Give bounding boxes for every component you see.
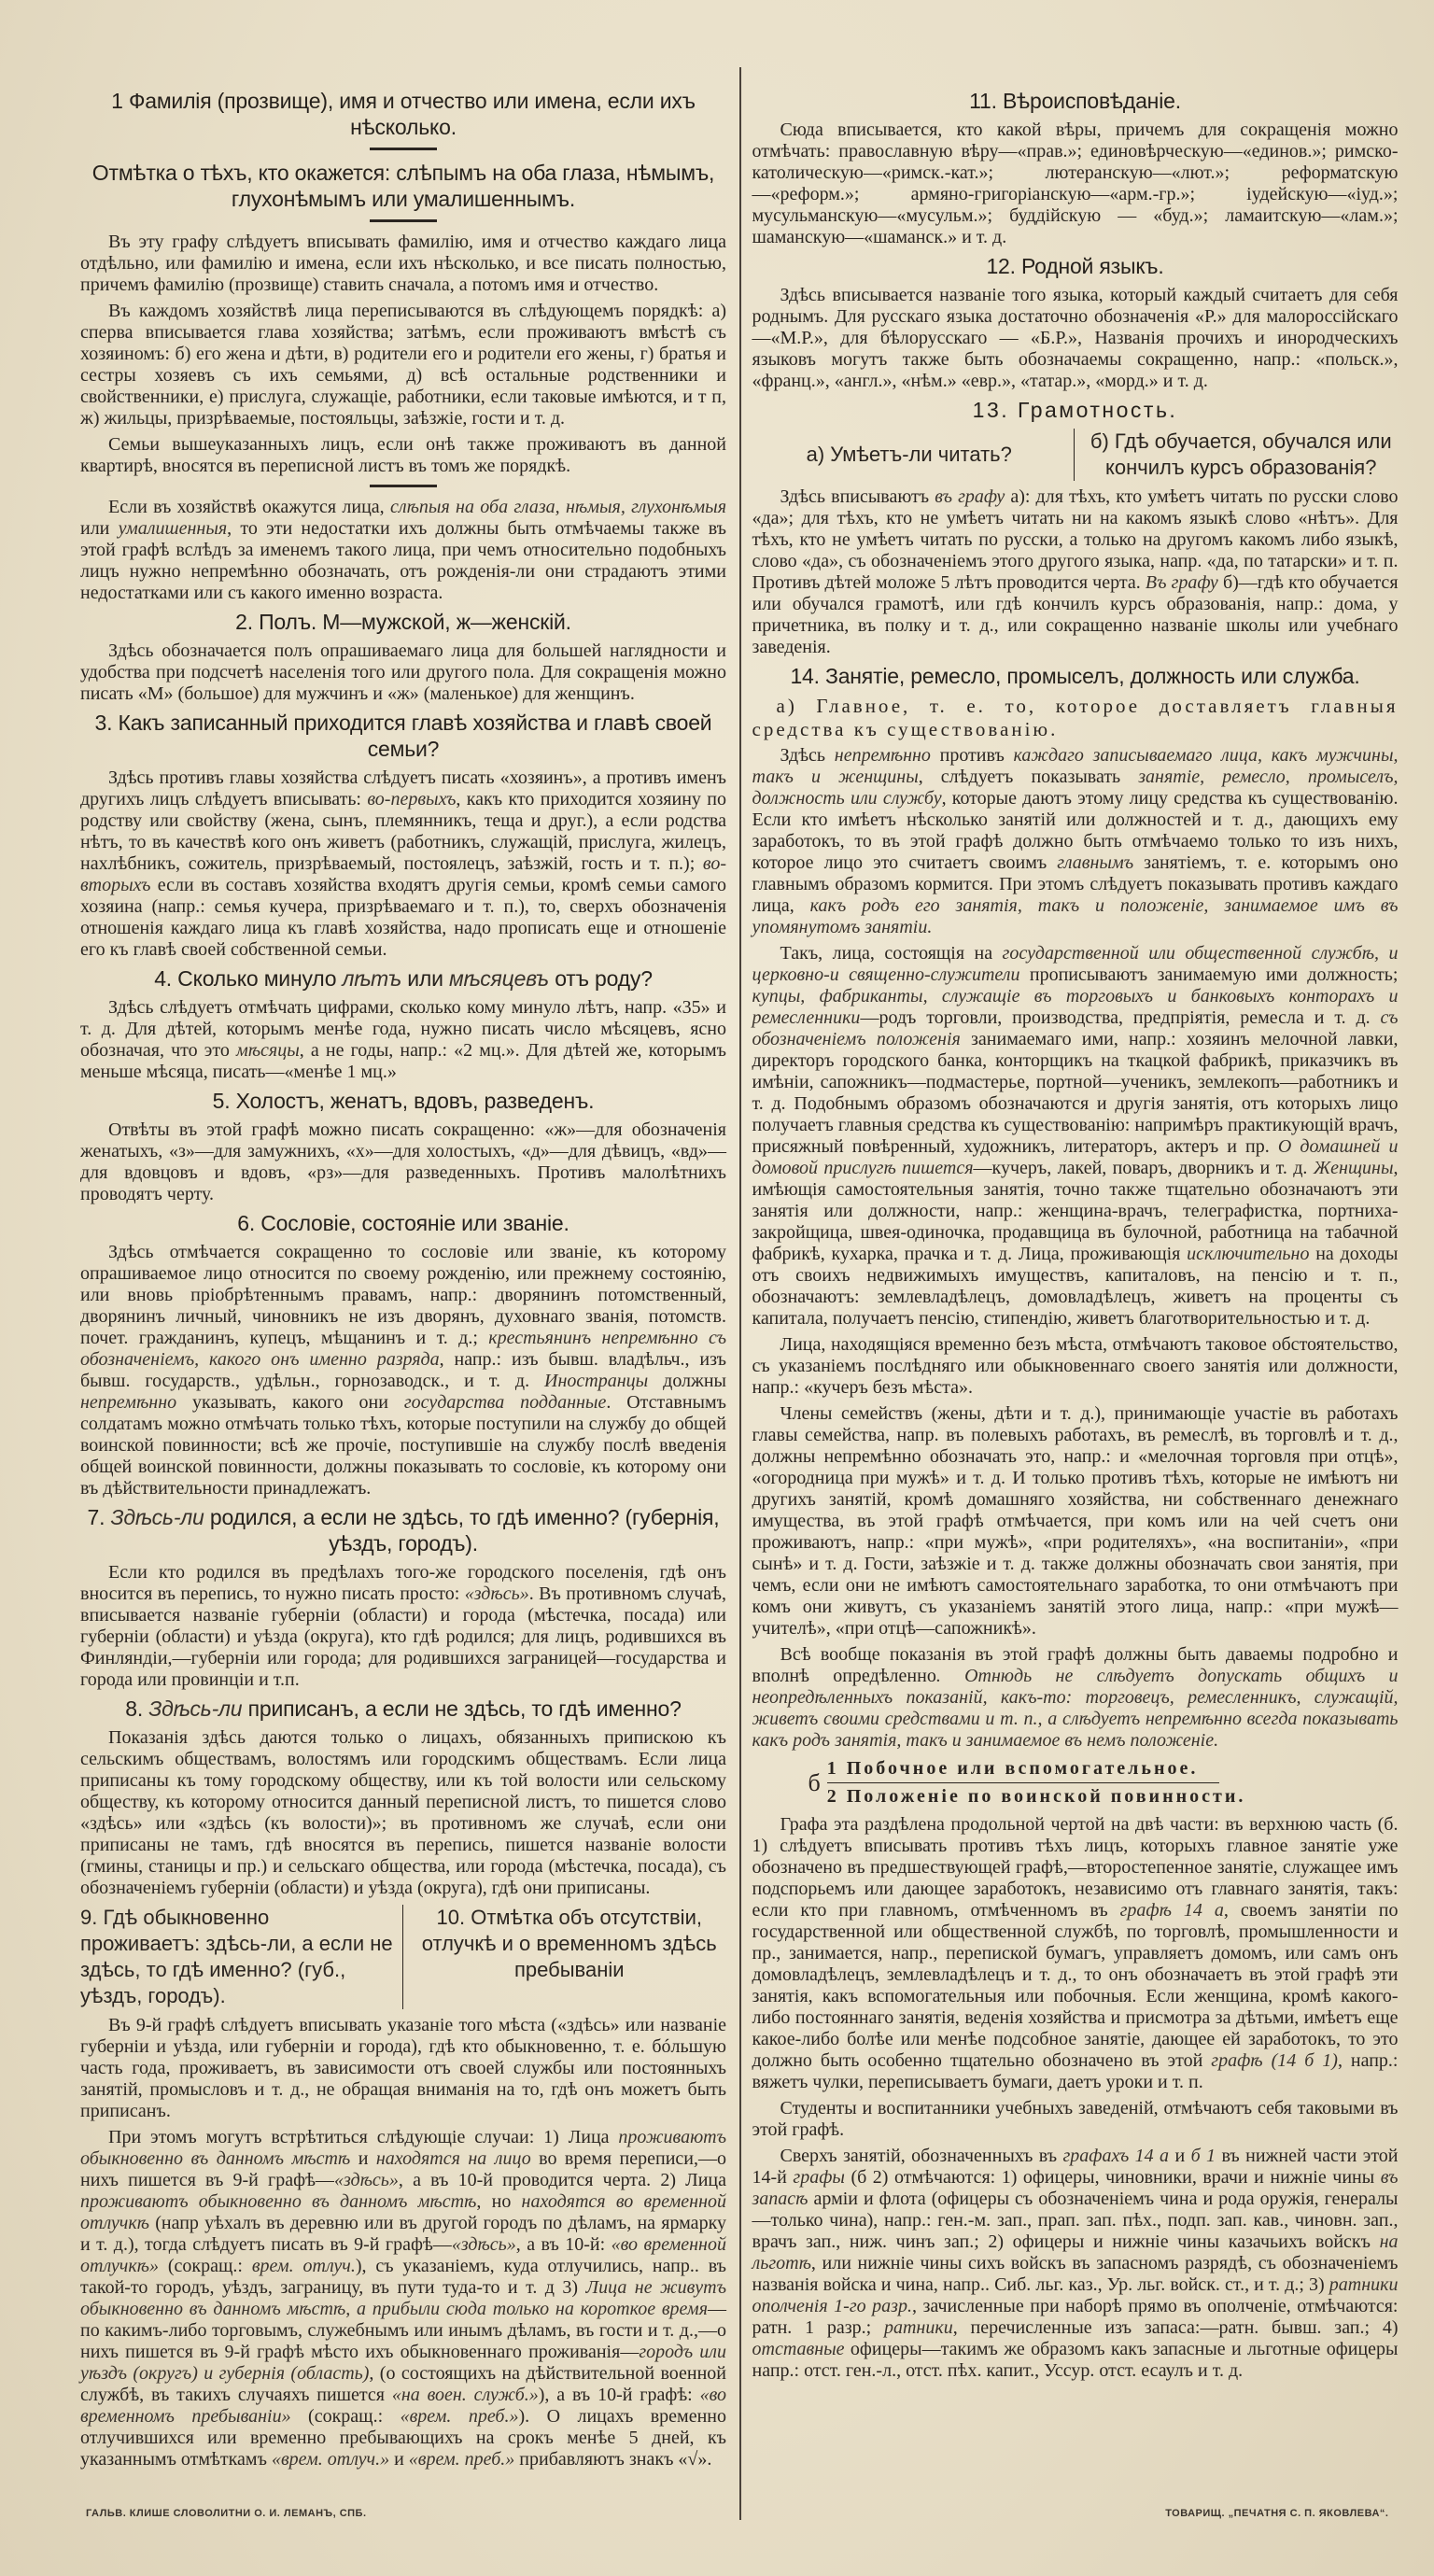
paragraph (752, 486, 1399, 658)
column-divider (739, 67, 741, 2520)
paragraph: Здѣсь обозначается полъ опрашиваемаго лица для большей наглядности и удобства при подсчетѣ населенія того или другого пола. Для сокращенія можно писать «М» (большое) для мужчинъ и «ж» (маленькое) для женщинъ. (80, 640, 726, 704)
paragraph: Студенты и воспитанники учебныхъ заведеній, отмѣчаютъ себя таковыми въ этой графѣ. (752, 2098, 1399, 2140)
text-run: , какъ кто приходится хозяину по родству или свойству (жена, сынъ, племянникъ, теща и друг.), а если родства нѣтъ, то въ качествѣ кого онъ живетъ (работникъ, служащій, прислуга, жилецъ, нахлѣбникъ, сожитель, призрѣваемый, постоялецъ, заѣзжій, гость и т. п.); (80, 789, 727, 874)
text-run: , а въ 10-й: (515, 2234, 612, 2255)
emphasis-text: Иностранцы (544, 1371, 649, 1391)
text-run: Графа эта раздѣлена продольной чертой на двѣ части: въ верхнюю часть (б. 1) слѣдуетъ вписывать противъ тѣхъ лицъ, которыхъ главное занятіе уже обозначено въ предшествующей графѣ,—второстепенное занятіе, служащее имъ подспорьемъ или дающее заработокъ, независимо отъ главнаго занятія, такъ: если кто при главномъ, отмѣченномъ въ (752, 1814, 1399, 1921)
emphasis-text: . Отнюдь не слѣдуетъ допускать общихъ и неопредѣленныхъ показаній, какъ-то: торговецъ, ремесленникъ, служащій, живетъ своими средствами и т. п., а слѣдуетъ непремѣнно всегда показывать какъ родъ занятія, такъ и занимаемое въ немъ положеніе. (752, 1666, 1399, 1751)
subsection-heading: а) Главное, т. е. то, которое доставляетъ главныя средства къ существованію. (752, 695, 1399, 740)
section-heading: 2. Полъ. М—мужской, ж—женскій. (235, 610, 571, 634)
emphasis-text: «во временной отлучкѣ» (80, 2234, 726, 2276)
left-column (80, 84, 726, 2520)
subsection-lines (827, 1757, 1246, 1809)
section-heading: Отмѣтка о тѣхъ, кто окажется: слѣпымъ на оба глаза, нѣмымъ, глухонѣмымъ или умалишеннымъ. (91, 161, 715, 211)
paragraph: Въ эту графу слѣдуетъ вписывать фамилію, имя и отчество каждаго лица отдѣльно, или фамилію и имена, если ихъ нѣсколько, и все писать полностью, причемъ фамилію (прозвище) ставить сначала, а потомъ имя и отчество. (80, 232, 726, 295)
text-run: противъ (930, 745, 1014, 766)
text-run: прописываютъ занимаемую ими должность; (1019, 964, 1399, 985)
text-run: офицеры—такимъ же образомъ какъ запасные и льготные офицеры напр.: отст. ген.-л., отст. пѣх. капит., Уссур. отст. есаулъ и т. д. (752, 2339, 1399, 2381)
subsection-line-2: 2 Положеніе по воинской повинности. (826, 1786, 1246, 1807)
split-heading-right: б) Гдѣ обучается, обучался или кончилъ курсъ образованія? (1090, 429, 1392, 479)
right-column-body (752, 84, 1399, 2475)
emphasis-text: «здѣсь» (464, 1584, 529, 1604)
section-heading: 1 Фамилія (прозвище), имя и отчество или имена, если ихъ нѣсколько. (111, 89, 696, 139)
text-run: , своемъ занятіи по государственной или общественной службѣ, по торговлѣ, промышленности и пр., занимается, напр., перепиской бумагъ, управляетъ домомъ, или самъ онъ домовладѣлецъ, землевладѣлецъ и т. д., то онъ обозначаетъ въ этой графѣ эти занятія, какъ вспомогательныя или побочныя. Если женщина, кромѣ какого-либо постояннаго занятія, веденія хозяйства и присмотра за дѣтьми, имѣетъ еще какое-либо болѣе или менѣе подсобное занятіе, дающее ей заработокъ, то это должно быть особенно тщательно обозначено въ этой (752, 1900, 1399, 2071)
text-run: Сверхъ занятій, обозначенныхъ въ (780, 2146, 1063, 2166)
section-rule (370, 219, 437, 222)
text-run: , а не годы, напр.: «2 мц.». Для дѣтей же, которымъ меньше мѣсяца, писать—«менѣе 1 мц.» (80, 1040, 727, 1082)
emphasis-text: Лица не живутъ обыкновенно въ данномъ мѣстѣ, а прибыли сюда только на короткое время (80, 2277, 727, 2319)
text-run: Здѣсь слѣдуетъ отмѣчать цифрами, сколько кому минуло лѣтъ, напр. «35» и т. д. Для дѣтей, которымъ менѣе года, нужно писать число мѣсяцевъ, ясно обозначая, что это (80, 997, 726, 1061)
emphasis-text: мѣсяцевъ (448, 966, 550, 991)
section-heading: 13. Грамотность. (972, 398, 1178, 422)
text-run: , которые даютъ этому лицу средства къ существованію. Если кто имѣетъ нѣсколько занятій или должностей и т. д., дающихъ ему заработокъ, то въ этой графѣ должно быть отмѣчаемо только то изъ нихъ, которое лицо это считаетъ своимъ (752, 788, 1399, 873)
text-run: и (389, 2449, 409, 2470)
emphasis-text: главнымъ (1057, 852, 1134, 873)
emphasis-text: «врем. отлуч.» (271, 2449, 390, 2470)
text-run: и (350, 2148, 376, 2169)
text-run: 7. (87, 1505, 111, 1529)
paragraph (752, 2146, 1399, 2382)
emphasis-text: непремѣнно (834, 745, 931, 766)
text-run: . Отставнымъ солдатамъ можно отмѣчать только тѣхъ, которые поступили на службу до общей воинской повинности; всѣ же прочіе, поступившіе на службу послѣ введенія общей воинской повинности, должны показывать то сословіе, къ которому они въ дѣйствительности принадлежатъ. (80, 1392, 726, 1499)
text-run: ), а въ 10-й графѣ: (538, 2385, 700, 2405)
emphasis-text: «на воен. служб.» (391, 2385, 539, 2405)
text-run: Здѣсь противъ главы хозяйства слѣдуетъ писать «хозяинъ», а противъ именъ другихъ лицъ слѣдуетъ вписывать: (80, 767, 726, 809)
text-run: или (401, 966, 449, 991)
paragraph (80, 497, 726, 604)
split-heading-left: а) Умѣетъ-ли читать? (752, 429, 1076, 481)
text-run: въ нижней части этой 14-й (752, 2146, 1399, 2188)
emphasis-text: графѣ 14 а (1119, 1900, 1224, 1921)
emphasis-text: находятся на лицо (375, 2148, 531, 2169)
emphasis-text: исключительно (1187, 1244, 1310, 1264)
text-run: прибавляютъ знакъ «√». (514, 2449, 712, 2470)
paragraph (80, 1242, 726, 1499)
split-heading-right: 10. Отмѣтка объ отсутствіи, отлучкѣ и о временномъ здѣсь пребываніи (421, 1906, 717, 1981)
emphasis-text: государственной или общественной службѣ, и церковно-и священно-служители (752, 943, 1399, 985)
text-run: Если кто родился въ предѣлахъ того-же городского поселенія, гдѣ онъ вносится въ перепись, то нужно писать просто: (80, 1562, 726, 1604)
emphasis-text: съ обозначеніемъ положенія (752, 1007, 1399, 1049)
text-run: Всѣ вообще показанія въ этой графѣ должны быть даваемы подробно и вполнѣ опредѣленно (752, 1644, 1399, 1686)
section-rule (370, 485, 437, 487)
text-run: на доходы отъ своихъ недвижимыхъ имуществъ, капиталовъ, на пенсію и т. п., обозначаютъ: землевладѣлецъ, домовладѣлецъ, живетъ на проценты съ капитала, получаетъ пенсію, стипендію, живетъ благотворительностью и т. д. (752, 1244, 1399, 1329)
text-run: или (80, 518, 119, 539)
paragraph: Здѣсь вписывается названіе того языка, который каждый считаетъ для себя роднымъ. Для русскаго языка достаточно обозначенія «Р.» для малороссійскаго—«М.Р.», для бѣлорусскаго — «Б.Р.», Названія прочихъ и инородческихъ языковъ могутъ также быть обозначаемы сокращенно, напр.: «польск.», «франц.», «англ.», «нѣм.» «евр.», «татар.», «морд.» и т. д. (752, 285, 1399, 391)
emphasis-text: «здѣсь» (333, 2170, 399, 2190)
emphasis-text: графахъ 14 а (1062, 2146, 1170, 2166)
text-run: Здѣсь вписываютъ (780, 486, 935, 507)
paragraph: Въ каждомъ хозяйствѣ лица переписываются въ слѣдующемъ порядкѣ: а) сперва вписывается глава хозяйства; затѣмъ, если проживаютъ вмѣстѣ съ хозяиномъ: б) его жена и дѣти, в) родители его и родители его жены, г) братья и сестры хозяевъ съ ихъ семьями, д) всѣ остальные родственники и свойственники, е) прислуга, служащіе, работники, если таковые имѣются, и т п, ж) жильцы, призрѣваемые, постояльцы, заѣзжіе, гости и т. д. (80, 301, 726, 429)
text-run: во время переписи,—о нихъ пишется въ 9-й графѣ— (80, 2148, 726, 2190)
subsection-letter: б (808, 1769, 823, 1796)
paragraph: Семьи вышеуказанныхъ лицъ, если онѣ также проживаютъ въ данной квартирѣ, вносятся въ переписной листъ въ томъ же порядкѣ. (80, 434, 726, 476)
text-run: (сокращ.: (290, 2406, 401, 2427)
section-heading: 12. Родной языкъ. (986, 254, 1164, 278)
text-run: , или нижніе чины сихъ войскъ въ запасномъ разрядѣ, съ обозначеніемъ названія войска и чина, напр.. Сиб. льг. каз., Ур. льг. войск. ст., и т. д.; 3) (752, 2253, 1399, 2295)
paragraph (752, 1644, 1399, 1752)
left-column-body (80, 84, 726, 2475)
section-rule (370, 148, 437, 150)
text-run: занимаемаго ими, напр.: хозяинъ мелочной лавки, директоръ городского банка, конторщикъ на ткацкой фабрикѣ, приказчикъ въ имѣніи, сапожникъ—подмастерье, портной—ученикъ, землекопъ—работникъ и т. д. Подобнымъ образомъ обозначаются и другія занятія, отъ которыхъ лицо получаетъ главныя средства къ существованію: напримѣръ практикующій врачъ, присяжный повѣренный, художникъ, литераторъ, актеръ и пр. (752, 1029, 1399, 1157)
section-heading (80, 965, 726, 992)
text-run: 4. Сколько минуло (154, 966, 343, 991)
emphasis-text: графы (793, 2167, 845, 2188)
paragraph (80, 2127, 726, 2470)
text-run: Здѣсь (780, 745, 835, 766)
section-heading (80, 1696, 726, 1722)
emphasis-text: городъ или уѣздъ (округъ) и губернія (область) (80, 2342, 726, 2384)
text-run: б)—гдѣ кто обучается или обучался грамотѣ, или гдѣ кончилъ курсъ образованія, напр.: дома, у причетника, въ полку и т. д., или сокращенно названіе школы или учебнаго заведенія. (752, 572, 1399, 657)
paragraph (80, 1562, 726, 1691)
text-run: ), съ указаніемъ, куда отлучились, напр.. въ такой-то городъ, уѣздъ, заграницу, въ пути туда-то и т. д 3) (80, 2256, 726, 2298)
text-run: Если въ хозяйствѣ окажутся лица, (108, 497, 390, 517)
right-column (752, 84, 1399, 2520)
emphasis-text: проживаютъ обыкновенно въ данномъ мѣстѣ (80, 2127, 726, 2169)
emphasis-text: ратники (883, 2317, 953, 2338)
emphasis-text: «во временномъ пребываніи» (80, 2385, 726, 2427)
text-run: При этомъ могутъ встрѣтиться слѣдующіе случаи: 1) Лица (108, 2127, 619, 2147)
text-run: ). О лицахъ временно отлучившихся или временно пребывающихъ на срокъ менѣе 5 дней, къ указаннымъ отмѣткамъ (80, 2406, 726, 2470)
text-run: если въ составъ хозяйства входятъ другія семьи, кромѣ семьи самого хозяина (напр.: семья кучера, призрѣваемаго и т. п.), то, сверхъ обозначенія отношенія каждаго лица къ главѣ хозяйства, надо прописать еще и отношеніе его къ главѣ своей собственной семьи. (80, 875, 726, 960)
emphasis-text: «здѣсь» (451, 2234, 516, 2255)
text-run: а): для тѣхъ, кто умѣетъ читать по русски слово «да»; для тѣхъ, кто не умѣетъ читать ни на какомъ языкѣ слово «нѣтъ». Для тѣхъ, кто не умѣетъ читать по русски, а только на другомъ какомъ либо языкѣ, слово «да», съ обозначеніемъ этого другого языка, напр. «да, по татарски» и т. п. Противъ дѣтей моложе 5 лѣтъ проводится черта. (752, 486, 1399, 593)
emphasis-text: б 1 (1190, 2146, 1216, 2166)
section-heading: 14. Занятіе, ремесло, промыселъ, должность или служба. (790, 664, 1360, 688)
text-run: (б 2) отмѣчаются: 1) офицеры, чиновники, врачи и нижніе чины (844, 2167, 1381, 2188)
text-run: 8. (125, 1696, 149, 1721)
emphasis-text: находятся во временной отлучкѣ (80, 2191, 726, 2233)
subsection-line-1: 1 Побочное или вспомогательное. (827, 1757, 1219, 1783)
printer-imprint-left: ГАЛЬВ. КЛИШЕ СЛОВОЛИТНИ О. И. ЛЕМАНЪ, СПБ. (86, 2508, 367, 2519)
section-heading: 11. Вѣроисповѣданіе. (969, 89, 1181, 113)
section-heading: 6. Сословіе, состояніе или званіе. (237, 1211, 569, 1235)
emphasis-text: лѣтъ (342, 966, 402, 991)
text-run: , но (476, 2191, 522, 2212)
text-run: должны (648, 1371, 726, 1391)
text-run: арміи и флота (офицеры съ обозначеніемъ чина и рода оружія, генералы—только чина), напр.: ген.-м. зап., прап. зап. пѣх., подп. зап. кав., чиновн. зап., врачъ зап., ниж. чинъ зап.; 2) офицеры и нижніе чины казачьихъ войскъ (752, 2189, 1399, 2252)
text-run: родился, а если не здѣсь, то гдѣ именно? (губернія, уѣздъ, городъ). (204, 1505, 720, 1555)
paragraph: Лица, находящіяся временно безъ мѣста, отмѣчаютъ таковое обстоятельство, съ указаніемъ послѣдняго или обыкновеннаго своего занятія или должности, напр.: «кучеръ безъ мѣста». (752, 1334, 1399, 1398)
text-run: —по какимъ-либо торговымъ, служебнымъ или инымъ дѣламъ, въ гости и т. д.,—о нихъ пишется въ 9-й графѣ мѣсто ихъ обыкновеннаго проживанія— (80, 2299, 726, 2362)
subsection-b-heading (808, 1757, 1399, 1809)
paragraph: Отвѣты въ этой графѣ можно писать сокращенно: «ж»—для обозначенія женатыхъ, «з»—для замужнихъ, «х»—для холостыхъ, «д»—для дѣвицъ, «вд»—для вдовцовъ и вдовъ, «рз»—для разведенныхъ. Противъ малолѣтнихъ проводятъ черту. (80, 1119, 726, 1204)
emphasis-text: мѣсяцы (235, 1040, 300, 1061)
paragraph: Въ 9-й графѣ слѣдуетъ вписывать указаніе того мѣста («здѣсь» или названіе губерніи и уѣзда, или губерніи и города), гдѣ кто обыкновенно, т. е. бóльшую часть года, проживаетъ, въ зависимости отъ своей службы или постоянныхъ занятій, промысловъ и т. д., не обращая вниманія на то, гдѣ онъ можетъ быть приписанъ. (80, 2015, 726, 2121)
text-run: Здѣсь отмѣчается сокращенно то сословіе или званіе, къ которому опрашиваемое лицо относится по своему рожденію, или прежнему состоянію, или вновь пріобрѣтеннымъ правамъ, напр.: дворянинъ потомственный, дворянинъ личный, чиновникъ не изъ дворянъ, духовнаго званія, потомств. почет. гражданинъ, купецъ, мѣщанинъ и т. д.; (80, 1242, 726, 1348)
emphasis-text: на льготѣ (752, 2231, 1399, 2273)
text-run: занятіемъ, т. е. которымъ оно главнымъ образомъ кормится. При этомъ слѣдуетъ показывать противъ каждаго лица, (752, 852, 1399, 916)
text-run: Такъ, лица, состоящія на (780, 943, 1003, 964)
text-run: . Въ противномъ случаѣ, вписывается названіе губерніи (области) и города (мѣстечка, посада) или губерніи (области) и уѣзда (округа), кто гдѣ родился; для лицъ, родившихся въ Финляндіи,—губерніи или города; для родившихся заграницей—государства и города или провинціи и т.п. (80, 1584, 727, 1690)
split-heading-left: 9. Гдѣ обыкновенно проживаетъ: здѣсь-ли, а если не здѣсь, то гдѣ именно? (губ., уѣздъ, городъ). (80, 1905, 403, 2009)
section-heading: 5. Холостъ, женатъ, вдовъ, разведенъ. (212, 1089, 595, 1113)
emphasis-text: графѣ (14 б 1) (1211, 2050, 1338, 2071)
text-run: , перечисленные изъ запаса:—ратн. бывш. зап.; 4) (952, 2317, 1399, 2338)
emphasis-text: «врем. преб.» (400, 2406, 519, 2427)
emphasis-text: непремѣнно (80, 1392, 177, 1413)
text-run: , напр.: вяжетъ чулки, переписываетъ бумаги, даетъ уроки и т. п. (752, 2050, 1399, 2092)
paragraph: Члены семействъ (жены, дѣти и т. д.), принимающіе участіе въ работахъ главы семейства, напр. въ полевыхъ работахъ, въ ремеслѣ, въ торговлѣ и т. д., должны непремѣнно обозначать это, напр.: и «мелочная торговля при отцѣ», «огородница при мужѣ» и т. д. И только противъ тѣхъ, которые не имѣютъ ни другихъ занятій, кромѣ домашняго хозяйства, ни собственнаго денежнаго имущества, въ этой графѣ отмѣчается, при комъ или на чей счетъ они проживаютъ, напр.: «при мужѣ», «при родителяхъ», «на воспитаніи», «при сынѣ» и т. д. Гости, заѣзжіе и т. д. также должны обозначать свои занятія, при чемъ, если они не имѣютъ самостоятельнаго заработка, то они отмѣчаютъ при комъ они живутъ, съ указаніемъ занятій этого лица, напр.: «при мужѣ—учителѣ», «при отцѣ—сапожникѣ». (752, 1403, 1399, 1639)
text-run: , (о состоящихъ на дѣйствительной военной службѣ, въ такихъ случаяхъ пишется (80, 2363, 727, 2405)
emphasis-text: врем. отлуч. (251, 2256, 356, 2276)
paragraph (80, 767, 726, 961)
text-run: —родъ торговли, производства, предпріятія, ремесла и т. д. (860, 1007, 1381, 1028)
split-heading (80, 1905, 726, 2009)
section-heading: 3. Какъ записанный приходится главѣ хозяйства и главѣ своей семьи? (94, 711, 712, 761)
text-run: —кучеръ, лакей, поваръ, дворникъ и т. д. (973, 1158, 1314, 1178)
emphasis-text: умалишенныя (118, 518, 228, 539)
emphasis-text: въ запасѣ (752, 2167, 1399, 2209)
printer-imprint-right: ТОВАРИЩ. „ПЕЧАТНЯ С. П. ЯКОВЛЕВА“. (1165, 2508, 1389, 2519)
split-heading (752, 429, 1399, 481)
paragraph (80, 997, 726, 1083)
paragraph: Сюда вписывается, кто какой вѣры, причемъ для сокращенія можно отмѣчать: православную вѣру—«прав.»; единовѣрческую—«единов.»; римско-католическую—«римск.-кат.»; лютеранскую—«лют.»; реформатскую—«реформ.»; армяно-григоріанскую—«арм.-гр.»; іудейскую—«іуд.»; мусульманскую—«мусульм.»; буддійскую — «буд.»; ламаитскую—«лам.»; шаманскую—«шаманск.» и т. д. (752, 120, 1399, 247)
emphasis-text: О домашней и домовой прислугѣ пишется (752, 1136, 1399, 1178)
emphasis-text: слѣпыя на оба глаза, нѣмыя, глухонѣмыя (389, 497, 726, 517)
paragraph (752, 745, 1399, 938)
emphasis-text: въ графу (935, 486, 1005, 507)
text-run: (сокращ.: (159, 2256, 252, 2276)
emphasis-text: во-вторыхъ (80, 853, 726, 895)
emphasis-text: проживаютъ обыкновенно въ данномъ мѣстѣ (80, 2191, 477, 2212)
emphasis-text: государства подданные (403, 1392, 607, 1413)
section-heading (80, 1504, 726, 1556)
emphasis-text: отставные (752, 2339, 845, 2359)
text-run: , слѣдуетъ показывать (918, 767, 1139, 787)
emphasis-text: Въ графу (1145, 572, 1218, 593)
emphasis-text: занятіе, ремесло, промыселъ, должность или службу (752, 767, 1399, 809)
emphasis-text: «врем. преб.» (408, 2449, 515, 2470)
text-run: , а въ 10-й проводится черта. 2) Лица (398, 2170, 726, 2190)
emphasis-text: Здѣсь-ли (148, 1696, 243, 1721)
paragraph (752, 943, 1399, 1330)
paragraph: Показанія здѣсь даются только о лицахъ, обязанныхъ припискою къ сельскимъ обществамъ, волостямъ или городскимъ обществамъ. Если лица приписаны къ тому городскому обществу, или къ той волости или сельскому обществу, къ которому относится данный переписной листъ, то пишется слово «здѣсь» или «здѣсь (къ волости)»; въ противномъ же случаѣ, если они приписаны не тамъ, гдѣ вносятся въ перепись, пишется названіе волости (гмины, станицы и пр.) и сельскаго общества, или города (мѣстечка, посада), съ обозначеніемъ губерніи (области) и уѣзда (округа), гдѣ они приписаны. (80, 1727, 726, 1898)
emphasis-text: во-первыхъ (367, 789, 457, 809)
emphasis-text: купцы, фабриканты, служащіе въ торговыхъ и банковыхъ конторахъ и ремесленники (752, 986, 1399, 1028)
text-run: (напр уѣхалъ въ деревню или въ другой городъ по дѣламъ, на ярмарку и т. д.), тогда слѣдуетъ писать въ 9-й графѣ— (80, 2213, 726, 2255)
text-run: приписанъ, а если не здѣсь, то гдѣ именно? (242, 1696, 682, 1721)
emphasis-text: Женщины (1313, 1158, 1394, 1178)
text-run: указывать, какого они (176, 1392, 404, 1413)
emphasis-text: Здѣсь-ли (110, 1505, 204, 1529)
text-run: , имѣющія самостоятельныя занятія, точно также тщательно обозначаютъ эти занятія или должности, напр.: женщина-врачъ, телеграфистка, портниха-закройщица, швея-одиночка, продавщица въ булочной, работница на табачной фабрикѣ, кухарка, прачка и т. д. Лица, проживающія (752, 1158, 1399, 1264)
emphasis-text: какъ родъ его занятія, такъ и положеніе, занимаемое имъ въ упомянутомъ занятіи. (752, 895, 1399, 937)
emphasis-text: ратники ополченія 1-го разр. (752, 2274, 1399, 2316)
text-run: , зачисленные при наборѣ прямо въ ополченіе, отмѣчаются: ратн. 1 разр.; (752, 2296, 1399, 2338)
text-run: и (1169, 2146, 1191, 2166)
paragraph (752, 1814, 1399, 2093)
emphasis-text: крестьянинъ непремѣнно съ обозначеніемъ, какого онъ именно разряда (80, 1328, 726, 1370)
text-run: отъ роду? (549, 966, 653, 991)
emphasis-text: каждаго записываемаго лица, какъ мужчины, такъ и женщины (752, 745, 1399, 787)
text-run: , напр.: изъ бывш. владѣльч., изъ бывш. государств., удѣльн., горнозаводск., и т. д. (80, 1349, 726, 1391)
text-run: , то эти недостатки ихъ должны быть отмѣчаемы также въ этой графѣ вслѣдъ за именемъ такого лица, при чемъ относительно подобныхъ лицъ нужно непремѣнно обозначать, отъ рожденія-ли они страдаютъ этими недостатками или съ какого именно возраста. (80, 518, 727, 603)
